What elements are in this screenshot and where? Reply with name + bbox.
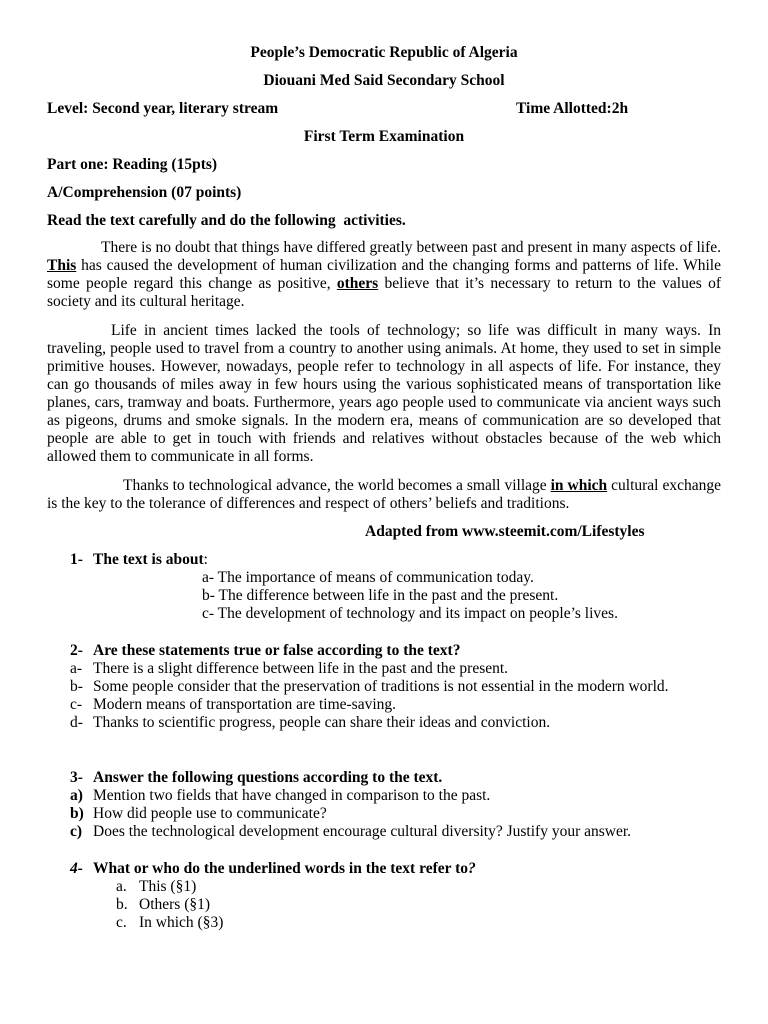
item-letter: b. [116,896,128,913]
question-number: 3- [70,769,83,786]
item-letter: a- [70,660,83,677]
option-b: b- The difference between life in the past and the present. [202,587,559,604]
p1-part-c: believe that it’s necessary to return to the values of society and its cultural heritage. [47,275,721,310]
question-3 [70,769,730,841]
reading-paragraph-2 [47,322,721,466]
item-letter: b- [70,678,83,695]
question-mark: ? [468,860,476,877]
item-letter: c. [116,914,127,931]
question-number: 1- [70,551,83,568]
p2-text: Life in ancient times lacked the tools of technology; so life was difficult in many ways. In traveling, people used to travel from a country to another using animals. At home, they used to set in simple primitive houses. However, nowadays, people refer to technology in all aspects of life. For instance, they can go thousands of miles away in few hours using the various sophisticated means of transportation like planes, cars, tramway and boats. Furthermore, years ago people used to communicate via ancient ways such as pigeons, drums and smoke signals. In the modern era, means of communication are so developed that people are able to get in touch with friends and relatives without obstacles because of the web which allowed them to communicate in all forms. [47,322,721,465]
item-text: This (§1) [139,878,197,895]
item-text: There is a slight difference between life in the past and the present. [93,660,509,677]
list-item [116,878,730,896]
reading-paragraph-3 [47,477,721,513]
p1-part-a: There is no doubt that things have differed greatly between past and present in many aspects of life. [101,239,721,256]
item-letter: b) [70,805,84,822]
p3-part-b: cultural exchange is the key to the tolerance of differences and respect of others’ beliefs and traditions. [47,477,721,512]
question-colon: : [203,551,208,568]
part-heading: Part one: Reading (15pts) [47,156,218,173]
item-text: Does the technological development encourage cultural diversity? Justify your answer. [93,823,632,840]
question-title: Answer the following questions according to the text. [93,769,443,786]
item-text: Mention two fields that have changed in comparison to the past. [93,787,491,804]
question-1 [70,551,730,623]
question-4-items [116,878,730,932]
instruction-text: Read the text carefully and do the following activities. [47,212,406,229]
list-item [70,678,730,696]
question-2 [70,642,730,732]
item-letter: a. [116,878,127,895]
question-4 [70,860,730,932]
underlined-this: This [47,257,77,274]
list-item [116,896,730,914]
question-title: What or who do the underlined words in the text refer to [93,860,469,877]
list-item [70,787,730,805]
reading-paragraph-1 [47,239,721,311]
item-text: Thanks to scientific progress, people can share their ideas and conviction. [93,714,551,731]
list-item [70,714,730,732]
p1-part-b: has caused the development of human civilization and the changing forms and patterns of life. While some people regard this change as positive, [47,257,721,292]
underlined-in-which: in which [550,477,608,494]
p3-part-a: Thanks to technological advance, the world becomes a small village [123,477,551,494]
question-3-items [70,787,730,841]
item-letter: d- [70,714,83,731]
underlined-others: others [336,275,379,292]
option-c: c- The development of technology and its impact on people’s lives. [202,605,618,622]
item-letter: c) [70,823,83,840]
question-number: 2- [70,642,83,659]
item-letter: c- [70,696,83,713]
level-label: Level: Second year, literary stream [47,100,279,117]
list-item [70,696,730,714]
exam-title: First Term Examination [303,128,465,145]
school-heading: Diouani Med Said Secondary School [263,72,505,89]
question-title: Are these statements true or false according to the text? [93,642,461,659]
question-2-items [70,660,730,732]
list-item [70,823,730,841]
item-text: In which (§3) [139,914,224,931]
source-citation: Adapted from www.steemit.com/Lifestyles [365,523,645,540]
section-heading: A/Comprehension (07 points) [47,184,242,201]
list-item [116,914,730,932]
item-text: Some people consider that the preservation of traditions is not essential in the modern world. [93,678,669,695]
item-letter: a) [70,787,83,804]
country-heading: People’s Democratic Republic of Algeria [250,44,518,61]
time-label: Time Allotted:2h [516,100,629,117]
question-title: The text is about [93,551,204,568]
list-item [70,660,730,678]
question-number: 4- [70,860,83,877]
list-item [70,805,730,823]
question-1-options [202,569,730,623]
option-a: a- The importance of means of communication today. [202,569,534,586]
item-text: Others (§1) [139,896,211,913]
item-text: How did people use to communicate? [93,805,327,822]
item-text: Modern means of transportation are time-saving. [93,696,397,713]
